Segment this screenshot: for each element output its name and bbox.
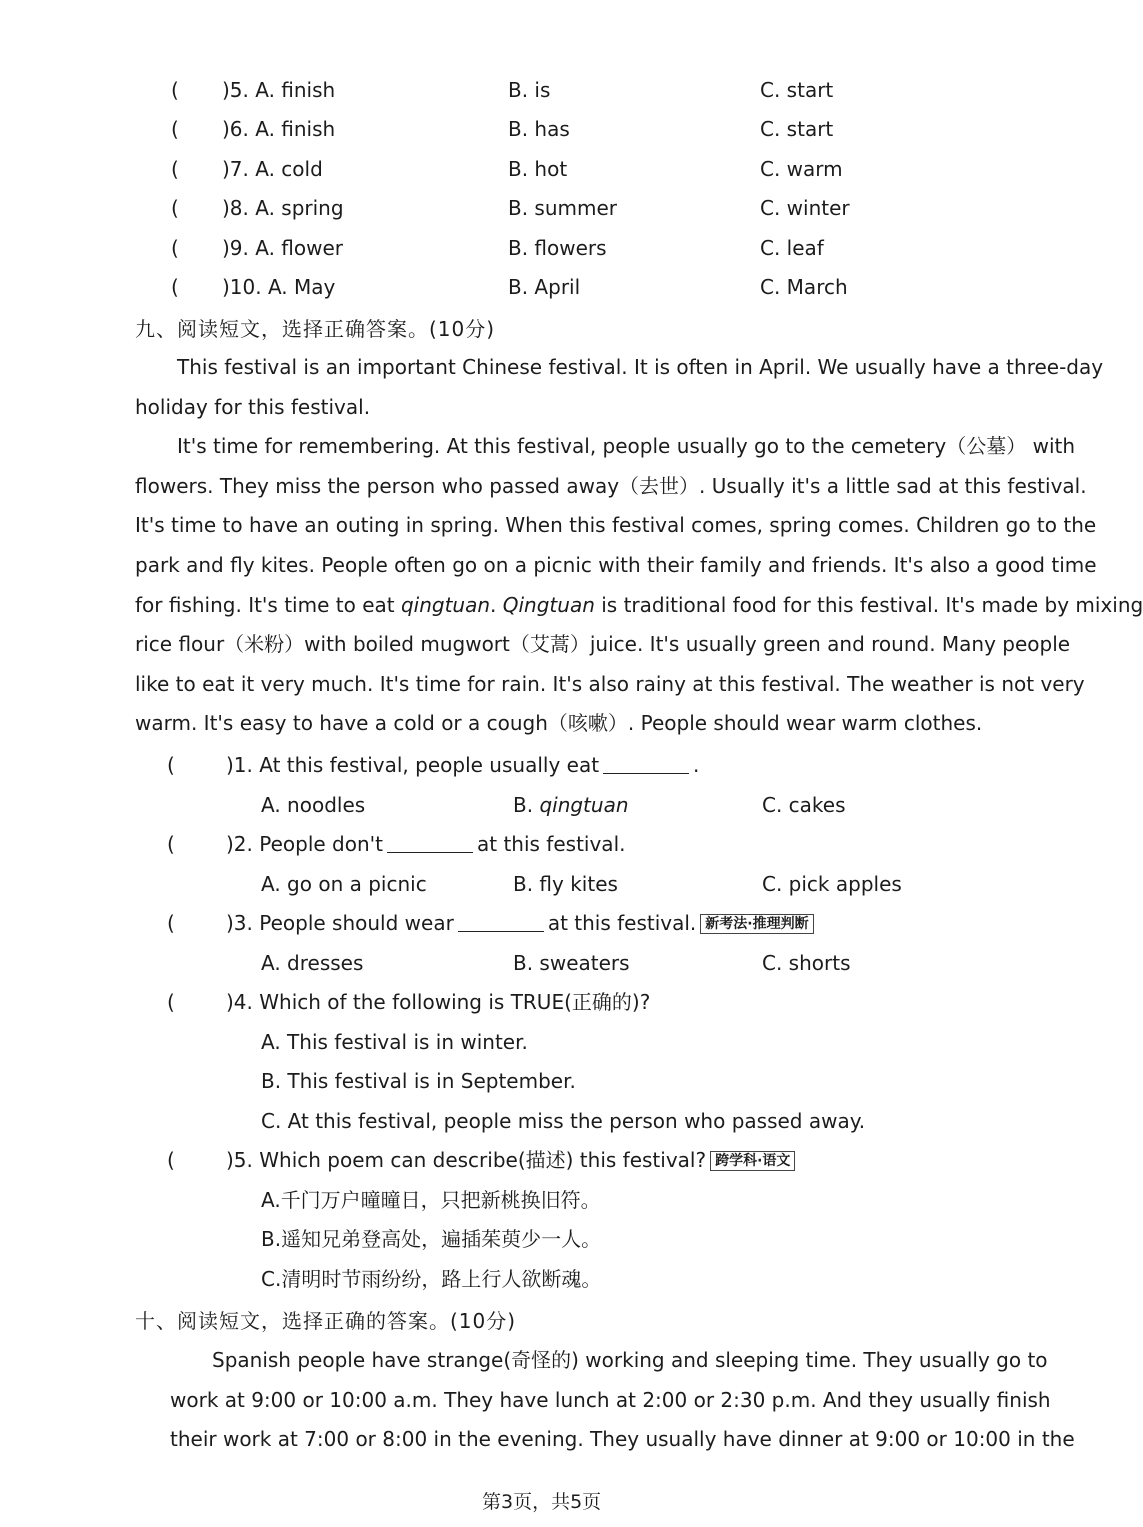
option-b: B. sweaters (513, 951, 630, 975)
option-c: C. cakes (762, 793, 846, 817)
passage-line: park and fly kites. People often go on a picnic with their family and friends. It's also a good time (135, 552, 1097, 577)
question-stem (226, 911, 814, 935)
passage-line: It's time to have an outing in spring. When this festival comes, spring comes. Children go to the (135, 513, 1097, 538)
option-b: B.遥知兄弟登高处，遍插茱萸少一人。 (261, 1227, 602, 1251)
option-c: C. winter (760, 196, 850, 220)
answer-blank[interactable] (387, 832, 473, 853)
answer-paren[interactable]: ( (167, 832, 175, 856)
stem-text: . (693, 753, 700, 777)
question-stem: )4. Which of the following is TRUE(正确的)? (226, 990, 651, 1014)
answer-paren[interactable]: ( (171, 117, 179, 141)
option-c: C. leaf (760, 236, 824, 260)
passage-line: warm. It's easy to have a cold or a cough（咳嗽）. People should wear warm clothes. (135, 711, 983, 736)
passage-line: holiday for this festival. (135, 394, 371, 419)
answer-blank[interactable] (603, 753, 689, 774)
option-a: A. dresses (261, 951, 364, 975)
section-10-heading: 十、阅读短文，选择正确的答案。(10分) (135, 1309, 517, 1333)
stem-text: )2. People don't (226, 832, 383, 856)
question-stem (226, 1148, 795, 1172)
option-c: C. shorts (762, 951, 851, 975)
option-a: )10. A. May (222, 275, 336, 299)
passage-line: flowers. They miss the person who passed away（去世）. Usually it's a little sad at this festival. (135, 473, 1087, 498)
question-stem (226, 753, 699, 777)
question-stem (226, 832, 625, 856)
option-a: A. This festival is in winter. (261, 1030, 528, 1054)
option-b: B. has (508, 117, 570, 141)
option-a: A. go on a picnic (261, 872, 427, 896)
stem-text: at this festival. (477, 832, 626, 856)
passage-line: Spanish people have strange(奇怪的) working and sleeping time. They usually go to (212, 1348, 1048, 1372)
passage-line: their work at 7:00 or 8:00 in the evening. They usually have dinner at 9:00 or 10:00 in the (170, 1427, 1075, 1452)
option-a: )6. A. finish (222, 117, 336, 141)
question-type-tag: 跨学科·语文 (710, 1151, 795, 1171)
italic-word: qingtuan (539, 793, 629, 817)
answer-paren[interactable]: ( (171, 236, 179, 260)
passage-line: work at 9:00 or 10:00 a.m. They have lunch at 2:00 or 2:30 p.m. And they usually finish (170, 1387, 1051, 1412)
answer-paren[interactable]: ( (171, 275, 179, 299)
option-b: B. fly kites (513, 872, 618, 896)
option-c: C. start (760, 117, 834, 141)
section-10-passage (170, 1341, 1075, 1460)
option-b: B. is (508, 78, 551, 102)
option-c: C. At this festival, people miss the person who passed away. (261, 1109, 866, 1133)
section-9-passage (135, 348, 1143, 744)
option-b (513, 793, 629, 817)
passage-line: This festival is an important Chinese festival. It is often in April. We usually have a three-day (177, 355, 1104, 379)
option-a: )7. A. cold (222, 157, 323, 181)
option-b: B. April (508, 275, 581, 299)
option-c: C. March (760, 275, 848, 299)
answer-paren[interactable]: ( (167, 990, 175, 1014)
question-type-tag: 新考法·推理判断 (700, 914, 813, 934)
option-c: C. start (760, 78, 834, 102)
answer-blank[interactable] (458, 911, 544, 932)
answer-paren[interactable]: ( (167, 753, 175, 777)
stem-text: )5. Which poem can describe(描述) this festival? (226, 1148, 707, 1172)
italic-word: qingtuan (400, 592, 491, 617)
option-c: C. warm (760, 157, 843, 181)
section-9-heading: 九、阅读短文，选择正确答案。(10分) (135, 317, 496, 341)
passage-line: like to eat it very much. It's time for rain. It's also rainy at this festival. The weather is not very (135, 671, 1085, 696)
italic-word: Qingtuan (502, 592, 595, 617)
page-number: 第3页，共5页 (482, 1491, 602, 1513)
answer-paren[interactable]: ( (167, 1148, 175, 1172)
option-a: )9. A. flower (222, 236, 344, 260)
stem-text: at this festival. (547, 911, 697, 935)
stem-text: )3. People should wear (226, 911, 454, 935)
option-letter: B. (513, 793, 540, 817)
option-a: )8. A. spring (222, 196, 344, 220)
option-b: B. hot (508, 157, 568, 181)
passage-line: rice flour（米粉）with boiled mugwort（艾蒿）juice. It's usually green and round. Many people (135, 632, 1071, 657)
passage-text: for fishing. It's time to eat (135, 592, 401, 617)
option-a: A. noodles (261, 793, 366, 817)
answer-paren[interactable]: ( (171, 196, 179, 220)
option-c: C. pick apples (762, 872, 902, 896)
option-b: B. This festival is in September. (261, 1069, 576, 1093)
passage-text: is traditional food for this festival. It's made by mixing (594, 592, 1143, 617)
passage-line (135, 586, 1143, 626)
option-c: C.清明时节雨纷纷，路上行人欲断魂。 (261, 1267, 602, 1291)
stem-text: )1. At this festival, people usually eat (226, 753, 600, 777)
passage-line: It's time for remembering. At this festival, people usually go to the cemetery（公墓） with (177, 434, 1076, 459)
option-b: B. summer (508, 196, 618, 220)
answer-paren[interactable]: ( (171, 157, 179, 181)
answer-paren[interactable]: ( (167, 911, 175, 935)
answer-paren[interactable]: ( (171, 78, 179, 102)
option-a: A.千门万户曈曈日，只把新桃换旧符。 (261, 1188, 601, 1212)
option-a: )5. A. finish (222, 78, 336, 102)
passage-text: . (490, 592, 503, 617)
option-b: B. flowers (508, 236, 607, 260)
